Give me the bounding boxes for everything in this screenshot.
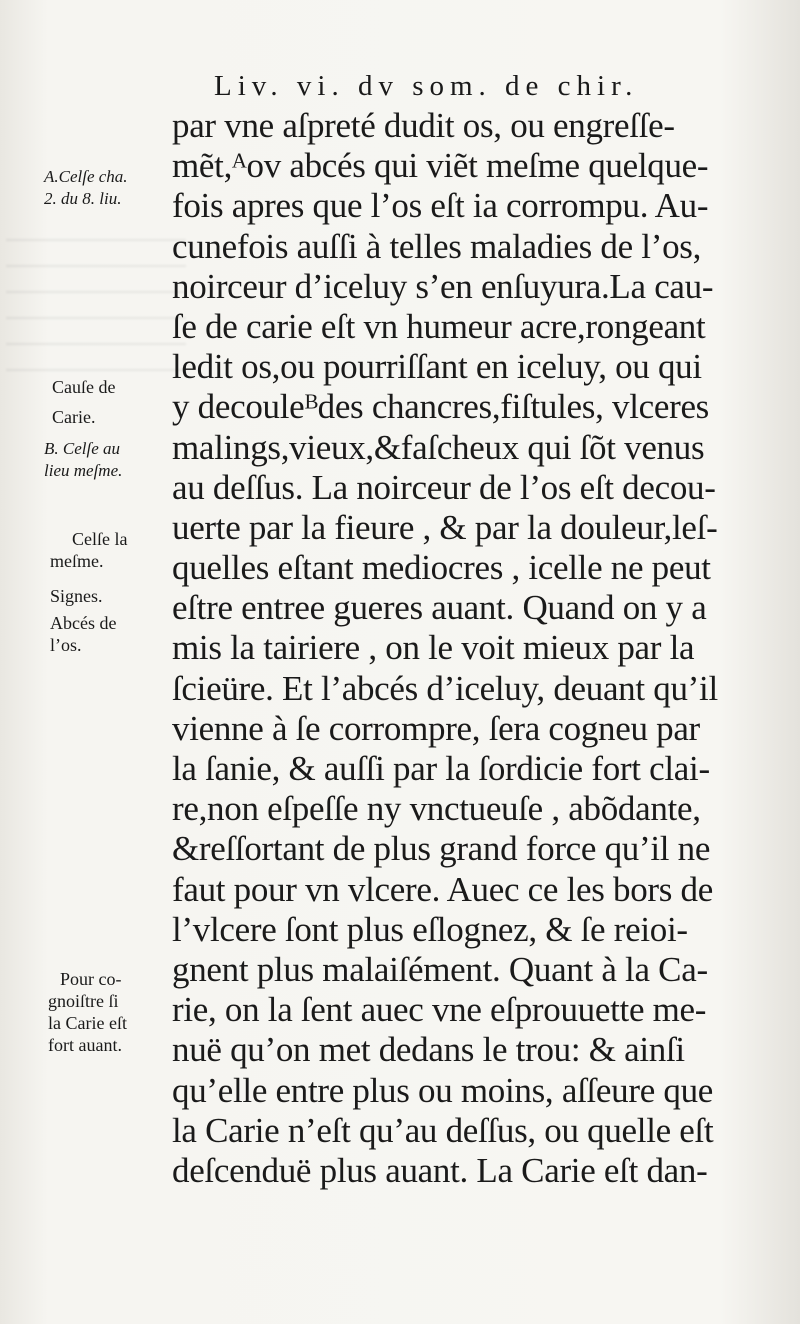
text-line: mis la tairiere , on le voit mieux par la bbox=[172, 628, 695, 668]
text-line: mẽt,ᴬov abcés qui viẽt meſme quelque- bbox=[172, 146, 709, 186]
text-line: fois apres que l’os eſt ia corrompu. Au- bbox=[172, 186, 709, 226]
main-text-block bbox=[172, 106, 772, 1191]
margin-note-line: lieu meſme. bbox=[44, 461, 123, 480]
margin-note-line: Pour co- bbox=[60, 969, 122, 989]
margin-note-line: Celſe la bbox=[72, 529, 128, 549]
show-through-text bbox=[6, 225, 186, 395]
margin-note-line: l’os. bbox=[50, 635, 82, 655]
margin-note-line: fort auant. bbox=[48, 1035, 122, 1055]
margin-note-line: Cauſe de bbox=[52, 377, 116, 397]
text-line: au deſſus. La noirceur de l’os eſt decou- bbox=[172, 467, 716, 507]
margin-note-celse-chapter bbox=[44, 166, 174, 210]
margin-note-abces-os bbox=[50, 612, 180, 656]
margin-note-line: Carie. bbox=[52, 407, 96, 427]
text-line: uerte par la fieure , & par la douleur,leſ- bbox=[172, 507, 718, 547]
text-line: par vne aſpreté dudit os, ou engreſſe- bbox=[172, 106, 675, 145]
text-line: re,non eſpeſſe ny vnctueuſe , abõdante, bbox=[172, 789, 701, 829]
text-line: ledit os,ou pourriſſant en iceluy, ou qui bbox=[172, 347, 702, 387]
text-line: rie, on la ſent auec vne eſprouuette me- bbox=[172, 990, 707, 1030]
text-line: ſe de carie eſt vn humeur acre,rongeant bbox=[172, 306, 706, 346]
text-line: y decouleᴮdes chancres,fiſtules, vlceres bbox=[172, 387, 709, 427]
text-line: faut pour vn vlcere. Auec ce les bors de bbox=[172, 869, 713, 909]
margin-note-line: A.Celſe cha. bbox=[44, 167, 128, 186]
text-line: eſtre entree gueres auant. Quand on y a bbox=[172, 588, 707, 628]
text-line: la Carie n’eſt qu’au deſſus, ou quelle eſt bbox=[172, 1110, 714, 1150]
margin-note-line: meſme. bbox=[50, 551, 104, 571]
margin-note-line: Abcés de bbox=[50, 613, 117, 633]
text-line: qu’elle entre plus ou moins, aſſeure que bbox=[172, 1070, 714, 1110]
text-line: &reſſortant de plus grand force qu’il ne bbox=[172, 829, 711, 869]
margin-note-line: 2. du 8. liu. bbox=[44, 189, 122, 208]
text-line: deſcenduë plus auant. La Carie eſt dan- bbox=[172, 1150, 708, 1190]
text-line: quelles eſtant mediocres , icelle ne peut bbox=[172, 548, 711, 588]
margin-note-line: gnoiſtre ſi bbox=[48, 991, 119, 1011]
margin-note-line: Signes. bbox=[50, 586, 103, 606]
text-line: gnent plus malaiſément. Quant à la Ca- bbox=[172, 949, 708, 989]
text-line: malings,vieux,&faſcheux qui ſõt venus bbox=[172, 427, 705, 467]
margin-note-line: la Carie eſt bbox=[48, 1013, 127, 1033]
margin-note-celse-meme bbox=[50, 528, 202, 572]
margin-note-celse-lieu bbox=[44, 438, 174, 482]
text-line: nuë qu’on met dedans le trou: & ainſi bbox=[172, 1030, 685, 1070]
margin-note-connaitre-carie bbox=[48, 968, 178, 1056]
margin-note-cause-carie bbox=[52, 376, 182, 428]
text-line: cunefois auſſi à telles maladies de l’os, bbox=[172, 226, 702, 266]
text-line: vienne à ſe corrompre, ſera cogneu par bbox=[172, 708, 700, 748]
running-head: Liv. vi. dv som. de chir. bbox=[214, 70, 639, 102]
margin-note-line: B. Celſe au bbox=[44, 439, 121, 458]
text-line: l’vlcere ſont plus eſlognez, & ſe reioi- bbox=[172, 909, 688, 949]
text-line: ſcieüre. Et l’abcés d’iceluy, deuant qu’il bbox=[172, 668, 718, 708]
text-line: la ſanie, & auſſi par la ſordicie fort clai- bbox=[172, 749, 710, 788]
margin-note-signes bbox=[50, 585, 180, 607]
text-line: noirceur d’iceluy s’en enſuyura.La cau- bbox=[172, 266, 714, 306]
